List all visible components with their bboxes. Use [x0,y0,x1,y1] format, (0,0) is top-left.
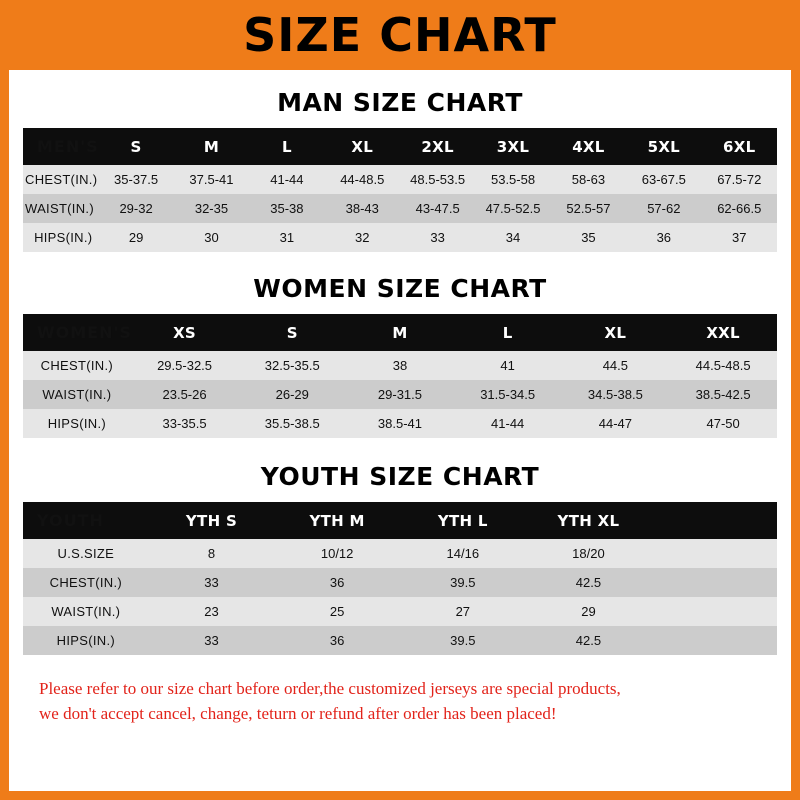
women-row0-cell4: 44.5 [602,358,629,373]
women-header-cell-5: XL [604,323,627,342]
youth-row1-cell1: 36 [329,575,345,590]
women-row0-cell5: 44.5-48.5 [695,358,751,373]
man-row2-cell8: 37 [732,230,747,245]
youth-header-cell-1: YTH S [185,511,238,530]
women-header-cell-3: M [392,323,408,342]
youth-size-table [23,502,777,655]
man-row2-cell5: 34 [505,230,521,245]
man-row2-cell3: 32 [355,230,370,245]
man-table-header-row [23,128,777,165]
footer-line-1: Please refer to our size chart before order,the customized jerseys are special products, [39,679,621,698]
women-header-cell-2: S [286,323,298,342]
table-row [23,380,777,409]
women-size-table [23,314,777,438]
youth-row3-cell3: 42.5 [575,633,602,648]
women-row2-cell0: 33-35.5 [162,416,207,431]
man-row1-cell7: 57-62 [647,201,681,216]
man-row2-cell7: 36 [656,230,672,245]
youth-row0-spacer [651,539,777,568]
women-header-cell-4: L [502,323,513,342]
women-section-title: WOMEN SIZE CHART [253,274,547,303]
women-row1-label: WAIST(IN.) [42,387,112,402]
women-row1-cell1: 26-29 [275,387,309,402]
table-row [23,351,777,380]
man-row1-cell6: 52.5-57 [566,201,611,216]
table-row [23,626,777,655]
youth-header-spacer [651,502,777,539]
man-row1-cell3: 38-43 [345,201,379,216]
man-row1-cell5: 47.5-52.5 [485,201,541,216]
youth-row3-spacer [651,626,777,655]
man-row0-cell5: 53.5-58 [490,172,536,187]
man-header-cell-9: 6XL [723,137,756,156]
youth-row1-cell2: 39.5 [450,575,476,590]
youth-row0-cell2: 14/16 [446,546,480,561]
content-area [9,88,791,726]
women-row0-cell1: 32.5-35.5 [264,358,320,373]
youth-header-cell-0: YOUTH [37,511,104,530]
man-row2-label: HIPS(IN.) [34,230,93,245]
women-row1-cell2: 29-31.5 [377,387,422,402]
youth-row3-cell0: 33 [204,633,219,648]
man-row1-cell8: 62-66.5 [717,201,762,216]
women-table-header-row [23,314,777,351]
women-row2-cell5: 47-50 [706,416,740,431]
man-row0-cell2: 41-44 [270,172,304,187]
man-header-cell-2: M [203,137,220,156]
man-row2-cell4: 33 [430,230,445,245]
table-row [23,409,777,438]
youth-header-cell-3: YTH L [437,511,488,530]
man-header-cell-4: XL [351,137,374,156]
man-header-cell-7: 4XL [572,137,605,156]
table-row [23,194,777,223]
youth-row0-label: U.S.SIZE [57,546,115,561]
women-header-cell-1: XS [173,323,197,342]
man-header-cell-8: 5XL [647,137,681,156]
women-row2-cell1: 35.5-38.5 [264,416,320,431]
youth-row0-cell3: 18/20 [572,546,605,561]
table-row [23,597,777,626]
man-row0-cell3: 44-48.5 [340,172,385,187]
page-title: SIZE CHART [243,8,557,62]
youth-row1-spacer [651,568,777,597]
man-row0-cell6: 58-63 [571,172,606,187]
youth-row0-cell1: 10/12 [320,546,354,561]
women-header-cell-6: XXL [706,323,740,342]
youth-section-title: YOUTH SIZE CHART [260,462,540,491]
man-header-cell-0: MEN'S [37,137,99,156]
youth-row0-cell0: 8 [207,546,216,561]
youth-row2-cell3: 29 [581,604,596,619]
youth-row3-cell1: 36 [329,633,345,648]
women-row0-cell2: 38 [392,358,408,373]
man-header-cell-6: 3XL [496,137,530,156]
man-row0-cell7: 63-67.5 [641,172,686,187]
youth-row2-cell0: 23 [204,604,219,619]
table-row [23,568,777,597]
women-row0-label: CHEST(IN.) [40,358,114,373]
women-row2-cell3: 41-44 [491,416,525,431]
women-row2-cell4: 44-47 [598,416,632,431]
youth-row1-cell3: 42.5 [575,575,602,590]
youth-row1-label: CHEST(IN.) [49,575,122,590]
man-row1-cell0: 29-32 [119,201,153,216]
youth-row3-cell2: 39.5 [450,633,476,648]
women-header-cell-0: WOMEN'S [37,323,132,342]
man-row1-cell4: 43-47.5 [415,201,460,216]
man-row1-cell1: 32-35 [194,201,229,216]
man-row0-cell8: 67.5-72 [717,172,762,187]
man-row2-cell0: 29 [128,230,144,245]
man-row2-cell2: 31 [279,230,295,245]
footer-line-2: we don't accept cancel, change, teturn or refund after order has been placed! [39,703,557,723]
man-row0-cell1: 37.5-41 [189,172,234,187]
footer-disclaimer [23,677,777,726]
youth-table-header-row [23,502,777,539]
man-section-title: MAN SIZE CHART [277,88,523,117]
women-row2-label: HIPS(IN.) [47,416,106,431]
women-row0-cell3: 41 [500,358,515,373]
youth-row2-cell2: 27 [455,604,471,619]
women-row1-cell0: 23.5-26 [162,387,207,402]
youth-row1-cell0: 33 [204,575,219,590]
table-row [23,539,777,568]
youth-row2-cell1: 25 [329,604,345,619]
man-row1-cell2: 35-38 [270,201,304,216]
man-header-cell-3: L [281,137,292,156]
man-row2-cell1: 30 [204,230,219,245]
youth-row2-spacer [651,597,777,626]
youth-row3-label: HIPS(IN.) [56,633,115,648]
man-row2-cell6: 35 [581,230,596,245]
table-row [23,165,777,194]
header-band [9,0,791,70]
man-row0-cell0: 35-37.5 [114,172,159,187]
women-row1-cell4: 34.5-38.5 [587,387,643,402]
man-header-cell-1: S [130,137,142,156]
women-row0-cell0: 29.5-32.5 [157,358,213,373]
man-row0-cell4: 48.5-53.5 [410,172,466,187]
man-row1-label: WAIST(IN.) [25,201,94,216]
man-size-table [23,128,777,252]
women-row1-cell3: 31.5-34.5 [480,387,536,402]
youth-header-cell-2: YTH M [309,511,365,530]
man-header-cell-5: 2XL [421,137,454,156]
women-row2-cell2: 38.5-41 [377,416,422,431]
youth-row2-label: WAIST(IN.) [51,604,121,619]
women-row1-cell5: 38.5-42.5 [695,387,751,402]
youth-header-cell-4: YTH XL [557,511,620,530]
man-row0-label: CHEST(IN.) [25,172,98,187]
table-row [23,223,777,252]
